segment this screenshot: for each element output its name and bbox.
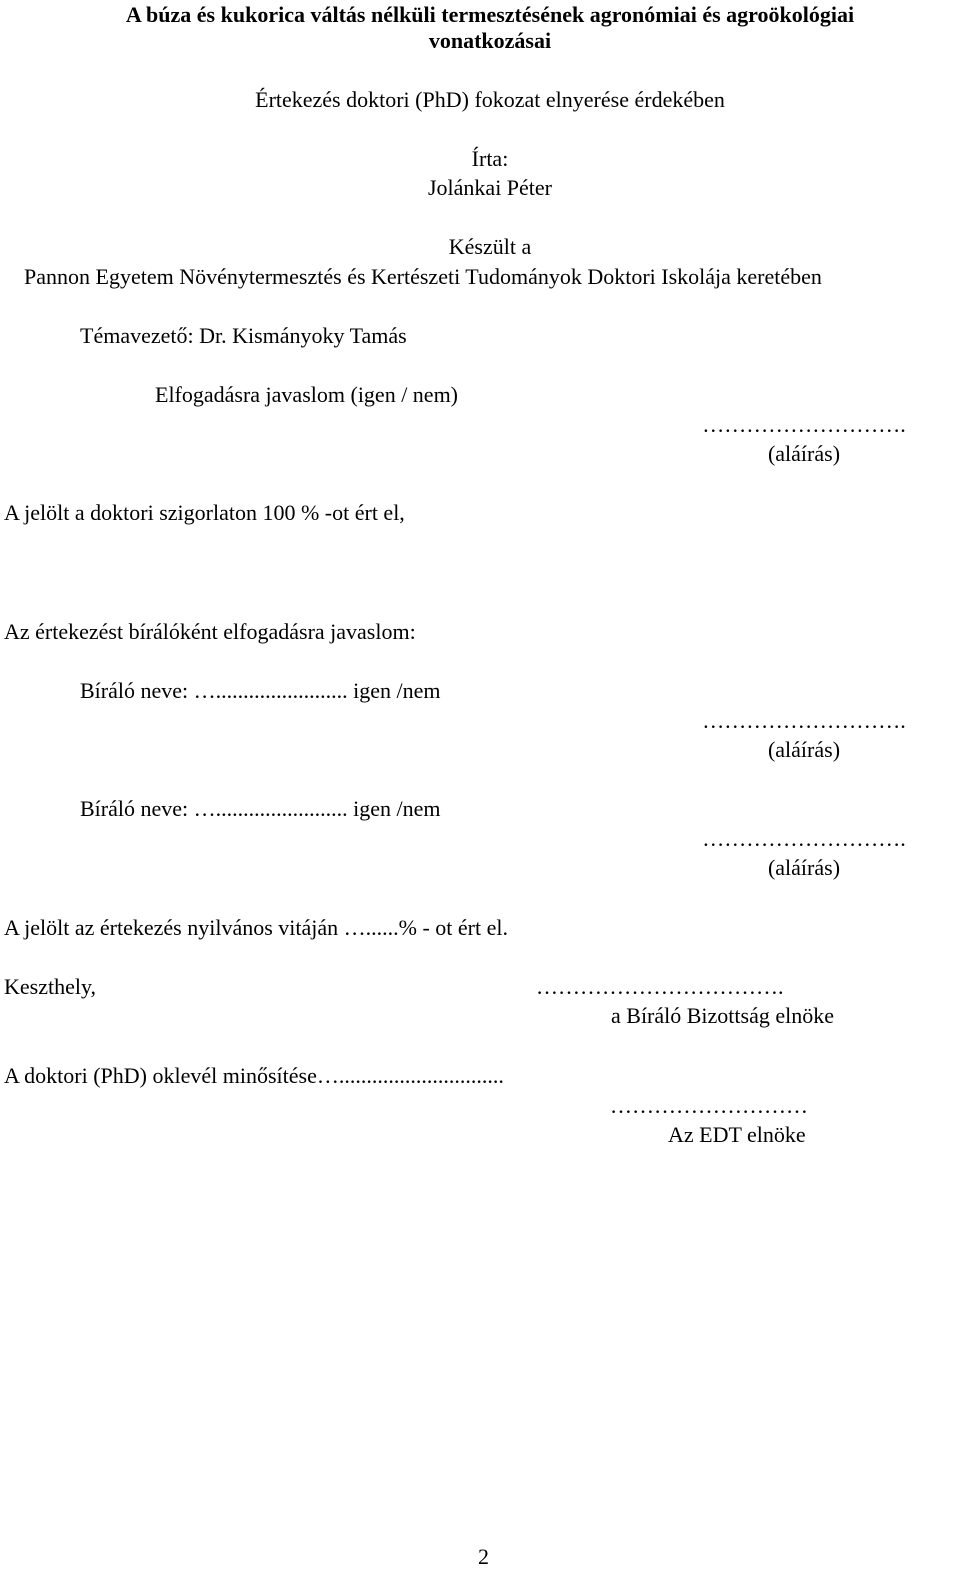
signature-label: (aláírás) xyxy=(767,737,841,762)
exam-result: A jelölt a doktori szigorlaton 100 % -ot ért el, xyxy=(4,500,405,525)
title-line-1: A búza és kukorica váltás nélküli termesztésének agronómiai és agroökológiai xyxy=(125,2,855,27)
defense-result: A jelölt az értekezés nyilvános vitáján …......% - ot ért el. xyxy=(4,915,509,940)
signature-label: (aláírás) xyxy=(767,441,841,466)
edt-label: Az EDT elnöke xyxy=(668,1122,806,1147)
reviewer-1-line: Bíráló neve: …........................ igen /nem xyxy=(80,678,441,703)
title-line-2: vonatkozásai xyxy=(428,28,552,53)
signature-dots: ………………………. xyxy=(702,826,906,851)
author-label: Írta: xyxy=(471,146,509,171)
qualification: A doktori (PhD) oklevél minősítése….............................. xyxy=(4,1063,504,1088)
committee-dots: ……………………………. xyxy=(536,974,784,999)
edt-signature xyxy=(610,1091,890,1149)
author-name: Jolánkai Péter xyxy=(427,175,553,200)
signature-dots: ………………………. xyxy=(702,708,906,733)
edt-dots: ……………………… xyxy=(610,1093,808,1118)
institution: Pannon Egyetem Növénytermesztés és Kertészeti Tudományok Doktori Iskolája keretében xyxy=(24,264,822,289)
subtitle: Értekezés doktori (PhD) fokozat elnyerése érdekében xyxy=(255,87,725,112)
signature-label: (aláírás) xyxy=(767,855,841,880)
supervisor-signature xyxy=(686,410,922,468)
supervisor: Témavezető: Dr. Kismányoky Tamás xyxy=(80,323,407,348)
supervisor-recommendation: Elfogadásra javaslom (igen / nem) xyxy=(155,382,459,407)
reviewers-intro: Az értekezést bírálóként elfogadásra javaslom: xyxy=(4,619,416,644)
signature-dots: ………………………. xyxy=(702,412,906,437)
committee-label: a Bíráló Bizottság elnöke xyxy=(611,1003,834,1028)
reviewer-2-line: Bíráló neve: …........................ igen /nem xyxy=(80,796,441,821)
reviewer-2-signature xyxy=(686,824,922,882)
page-number: 2 xyxy=(478,1544,489,1569)
reviewer-1-signature xyxy=(686,706,922,764)
prepared-label: Készült a xyxy=(448,234,532,259)
committee-signature xyxy=(536,972,956,1030)
place: Keszthely, xyxy=(4,974,97,999)
